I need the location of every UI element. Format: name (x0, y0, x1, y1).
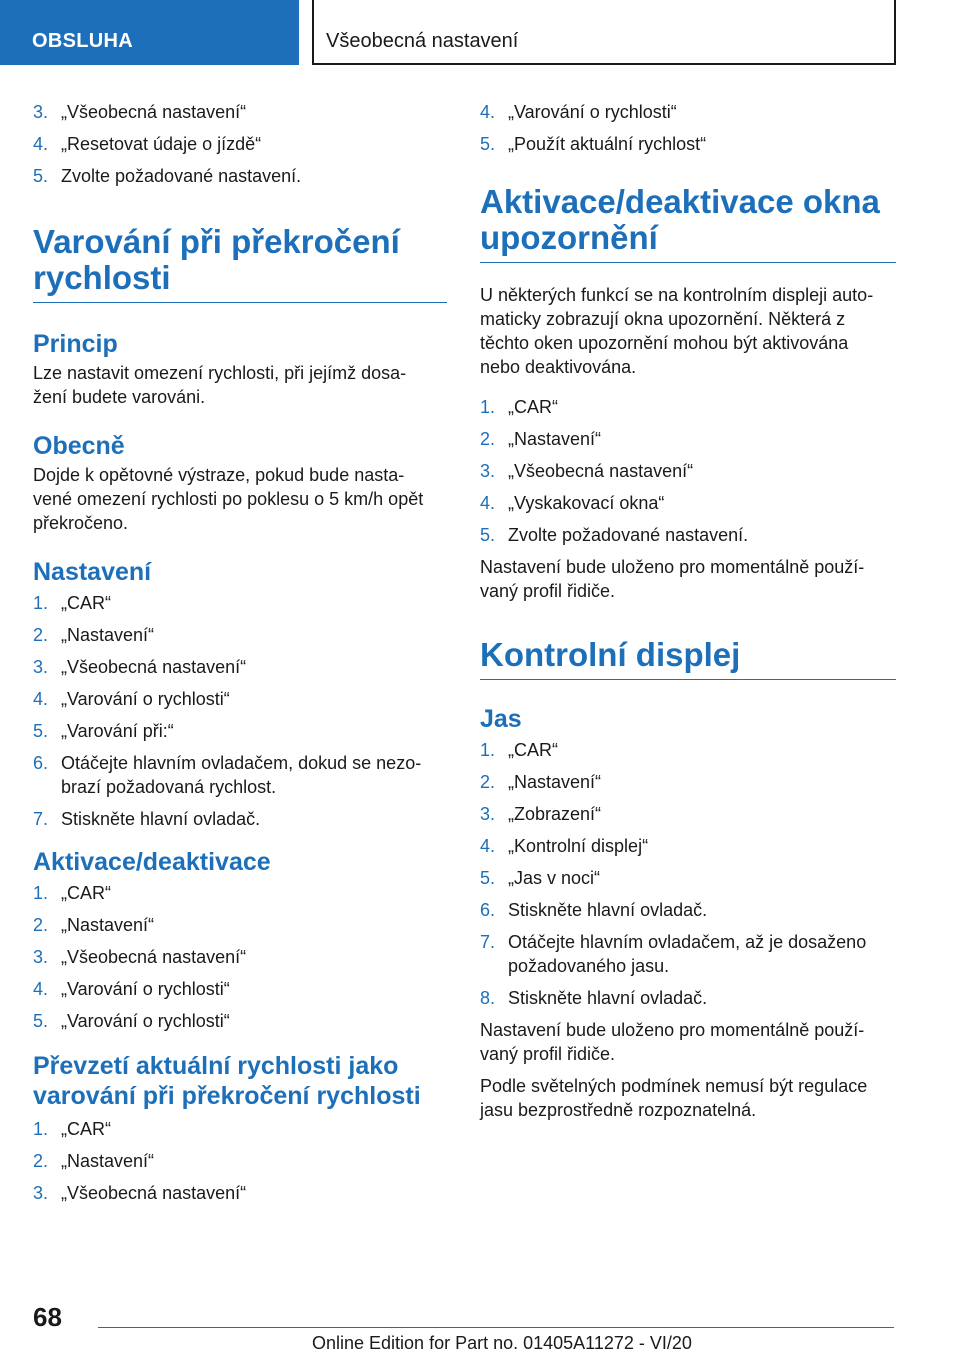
edition-note: Online Edition for Part no. 01405A11272 - VI/20 (312, 1333, 692, 1353)
list-item: 6. Otáčejte hlavním ovladačem, dokud se nezo- brazí požadovaná rychlost. (33, 753, 422, 797)
list-item: 1. „CAR“ (33, 883, 111, 903)
chapter-header (312, 0, 896, 65)
paragraph: Nastavení bude uloženo pro momentálně použí- vaný profil řidiče. (480, 557, 865, 601)
list-item: 3. „Všeobecná nastavení“ (33, 947, 247, 967)
list-item: 5. „Varování o rychlosti“ (33, 1011, 230, 1031)
list-item: 4. „Varování o rychlosti“ (480, 102, 677, 122)
section-heading-popup-windows: Aktivace/deaktivace okna upozornění (480, 184, 896, 263)
steps-continued (480, 100, 896, 156)
list-item: 2. „Nastavení“ (480, 429, 602, 449)
list-item: 2. „Nastavení“ (480, 772, 602, 792)
subheading-prevzeti: Převzetí aktuální rychlosti jako varování při překročení rychlosti (33, 1052, 421, 1110)
subheading-obecne: Obecně (33, 432, 125, 460)
subheading-jas: Jas (480, 705, 522, 733)
list-item: 3. „Všeobecná nastavení“ (480, 461, 694, 481)
list-item: 7. Otáčejte hlavním ovladačem, až je dosaženo požadovaného jasu. (480, 932, 867, 976)
list-item: 4. „Kontrolní displej“ (480, 836, 649, 856)
list-item: 3. „Všeobecná nastavení“ (33, 657, 247, 677)
list-item: 4. „Resetovat údaje o jízdě“ (33, 134, 262, 154)
left-column (33, 100, 447, 1213)
section-tab (0, 0, 299, 65)
list-item: 4. „Varování o rychlosti“ (33, 689, 230, 709)
steps-okna (480, 395, 896, 547)
chapter-title: Všeobecná nastavení (326, 30, 519, 52)
list-item: 5. Zvolte požadované nastavení. (480, 525, 749, 545)
section-heading-speed-warning: Varování při překročení rychlosti (33, 224, 447, 303)
list-item: 2. „Nastavení“ (33, 1151, 155, 1171)
subheading-princip: Princip (33, 330, 118, 358)
list-item: 3. „Všeobecná nastavení“ (33, 1183, 247, 1203)
list-item: 6. Stiskněte hlavní ovladač. (480, 900, 708, 920)
steps-nastaveni (33, 591, 447, 831)
list-item: 4. „Vyskakovací okna“ (480, 493, 665, 513)
list-item: 7. Stiskněte hlavní ovladač. (33, 809, 261, 829)
list-item: 3. „Všeobecná nastavení“ (33, 102, 247, 122)
list-item: 2. „Nastavení“ (33, 625, 155, 645)
subheading-aktivace: Aktivace/deaktivace (33, 848, 271, 876)
list-item: 5. „Jas v noci“ (480, 868, 601, 888)
subheading-nastaveni: Nastavení (33, 558, 152, 586)
list-item: 1. „CAR“ (33, 1119, 111, 1139)
list-item: 3. „Zobrazení“ (480, 804, 602, 824)
steps-prevzeti (33, 1117, 447, 1205)
list-item: 4. „Varování o rychlosti“ (33, 979, 230, 999)
list-item: 8. Stiskněte hlavní ovladač. (480, 988, 708, 1008)
list-item: 1. „CAR“ (33, 593, 111, 613)
paragraph: Lze nastavit omezení rychlosti, při jejímž dosa- žení budete varováni. (33, 363, 407, 407)
page-number: 68 (33, 1302, 62, 1332)
steps-continued (33, 100, 447, 188)
list-item: 5. Zvolte požadované nastavení. (33, 166, 302, 186)
paragraph: Podle světelných podmínek nemusí být regulace jasu bezprostředně rozpoznatelná. (480, 1076, 868, 1120)
right-column (480, 100, 896, 1122)
list-item: 1. „CAR“ (480, 397, 558, 417)
list-item: 5. „Použít aktuální rychlost“ (480, 134, 707, 154)
steps-jas (480, 738, 896, 1010)
list-item: 2. „Nastavení“ (33, 915, 155, 935)
paragraph: Dojde k opětovné výstraze, pokud bude nasta- vené omezení rychlosti po poklesu o 5 km/h opět překročeno. (33, 465, 424, 533)
section-heading-control-display: Kontrolní displej (480, 637, 896, 680)
steps-aktivace (33, 881, 447, 1033)
paragraph: Nastavení bude uloženo pro momentálně použí- vaný profil řidiče. (480, 1020, 865, 1064)
list-item: 5. „Varování při:“ (33, 721, 174, 741)
list-item: 1. „CAR“ (480, 740, 558, 760)
footer-divider (98, 1327, 894, 1328)
section-label: OBSLUHA (32, 30, 133, 52)
paragraph: U některých funkcí se na kontrolním displeji auto- maticky zobrazují okna upozornění. Některá z těchto oken upozornění mohou být aktivována nebo deaktivována. (480, 285, 874, 377)
